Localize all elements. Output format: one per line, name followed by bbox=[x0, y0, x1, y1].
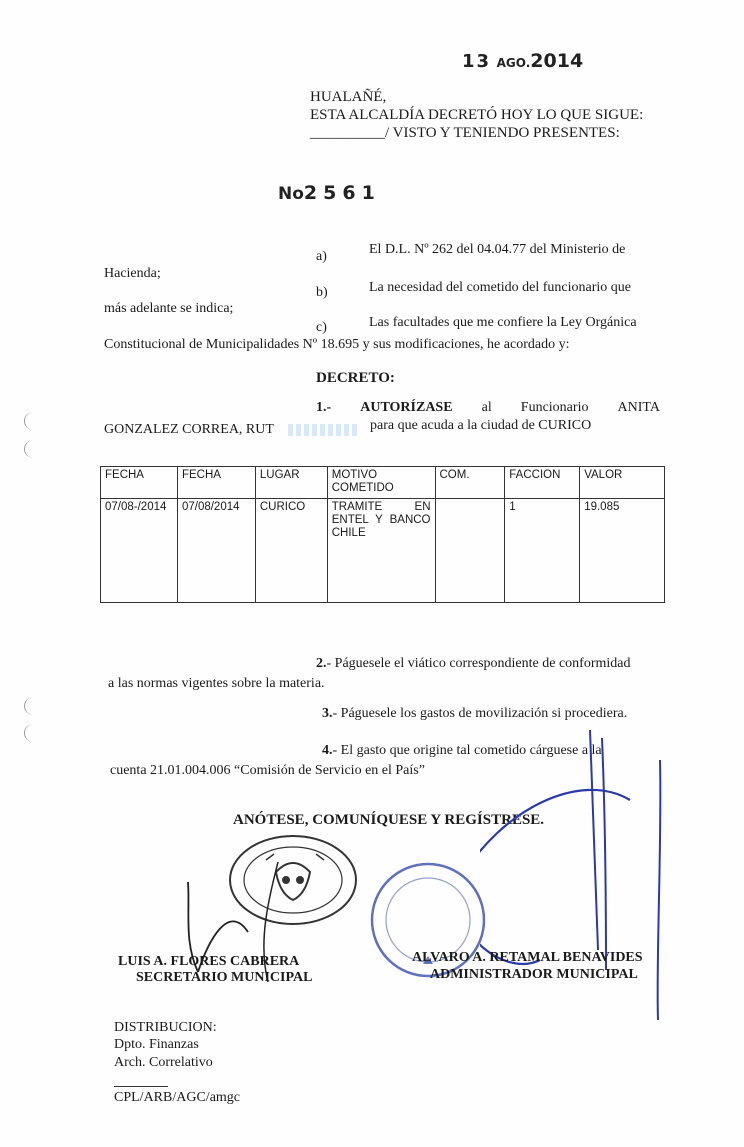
consideration-b-text: La necesidad del cometido del funcionario que bbox=[369, 280, 632, 295]
left-signatory-title: SECRETARIO MUNICIPAL bbox=[136, 970, 313, 985]
document-initials: CPL/ARB/AGC/amgc bbox=[114, 1090, 241, 1105]
consideration-c-text: Las facultades que me confiere la Ley Orgánica bbox=[369, 315, 637, 330]
date-stamp-month: AGO. bbox=[496, 56, 531, 70]
table-cell bbox=[435, 499, 505, 603]
item-2-cont: a las normas vigentes sobre la materia. bbox=[108, 676, 325, 691]
consideration-a-cont: Hacienda; bbox=[104, 266, 161, 281]
handwritten-signature bbox=[480, 720, 700, 1060]
punch-hole-mark bbox=[24, 697, 43, 715]
item-2-line bbox=[316, 656, 631, 672]
left-signatory-name: LUIS A. FLORES CABRERA bbox=[118, 954, 300, 969]
item-2-text: - Páguesele el viático correspondiente de conformidad bbox=[326, 656, 631, 671]
table-cell: CURICO bbox=[255, 499, 327, 603]
table-cell: 19.085 bbox=[580, 499, 665, 603]
consideration-b-cont: más adelante se indica; bbox=[104, 301, 234, 316]
item-2-number: 2. bbox=[316, 656, 327, 671]
decreto-heading: DECRETO: bbox=[316, 370, 395, 386]
consideration-a-text: El D.L. Nº 262 del 04.04.77 del Ministerio de bbox=[369, 242, 626, 257]
date-stamp-year: 2014 bbox=[530, 50, 584, 72]
header-blank-line: __________ bbox=[310, 125, 385, 141]
item-1-destination: para que acuda a la ciudad de CURICO bbox=[370, 418, 592, 433]
date-stamp-day: 13 bbox=[462, 51, 492, 72]
item-1-line bbox=[316, 400, 660, 416]
table-header-row bbox=[101, 467, 665, 499]
distribution-heading: DISTRIBUCION: bbox=[114, 1020, 217, 1035]
right-signatory-title: ADMINISTRADOR MUNICIPAL bbox=[430, 967, 638, 982]
rut-redaction bbox=[288, 424, 360, 436]
table-header-cell: FECHA bbox=[101, 467, 178, 499]
item-4-text: - El gasto que origine tal cometido cárguese a la bbox=[332, 743, 602, 758]
item-1-word-funcionario: Funcionario bbox=[520, 400, 589, 415]
table-cell: 07/08/2014 bbox=[177, 499, 255, 603]
item-3-text: - Páguesele los gastos de movilización si procediera. bbox=[332, 706, 628, 721]
table-header-cell: LUGAR bbox=[255, 467, 327, 499]
table-header-cell: COM. bbox=[435, 467, 505, 499]
table-header-cell: MOTIVO COMETIDO bbox=[327, 467, 435, 499]
distribution-item: Dpto. Finanzas bbox=[114, 1037, 199, 1052]
header-visto bbox=[310, 125, 620, 142]
table-cell: 1 bbox=[505, 499, 580, 603]
item-3-number: 3. bbox=[322, 706, 333, 721]
punch-hole-mark bbox=[24, 440, 43, 458]
item-4-cont: cuenta 21.01.004.006 “Comisión de Servicio en el País” bbox=[110, 763, 425, 778]
initials-rule bbox=[114, 1086, 168, 1087]
decree-number-stamp bbox=[278, 182, 381, 204]
punch-hole-mark bbox=[24, 412, 43, 430]
item-4-number: 4. bbox=[322, 743, 333, 758]
commission-table bbox=[100, 466, 665, 603]
distribution-item: Arch. Correlativo bbox=[114, 1055, 213, 1070]
item-1-name-start: GONZALEZ CORREA, RUT bbox=[104, 422, 274, 437]
date-stamp bbox=[462, 50, 583, 72]
header-visto-text: / VISTO Y TENIENDO PRESENTES: bbox=[385, 125, 620, 141]
punch-hole-mark bbox=[24, 724, 43, 742]
consideration-c-cont: Constitucional de Municipalidades Nº 18.695 y sus modificaciones, he acordado y: bbox=[104, 337, 570, 352]
item-1-first-name: ANITA bbox=[617, 400, 660, 415]
decree-number-digits: 2561 bbox=[303, 182, 381, 204]
table-cell: TRAMITE EN ENTEL Y BANCO CHILE bbox=[327, 499, 435, 603]
header-statement: ESTA ALCALDÍA DECRETÓ HOY LO QUE SIGUE: bbox=[310, 107, 644, 123]
item-1-keyword: AUTORÍZASE bbox=[360, 400, 453, 415]
closing-statement: ANÓTESE, COMUNÍQUESE Y REGÍSTRESE. bbox=[233, 812, 545, 828]
table-header-cell: VALOR bbox=[580, 467, 665, 499]
consideration-b-letter: b) bbox=[316, 285, 328, 300]
item-1-word-al: al bbox=[481, 400, 492, 415]
table-header-cell: FECHA bbox=[177, 467, 255, 499]
right-signatory-name: ALVARO A. RETAMAL BENAVIDES bbox=[412, 950, 643, 965]
header-place: HUALAÑÉ, bbox=[310, 89, 387, 105]
item-1-number: 1.- bbox=[316, 400, 332, 415]
decree-number-prefix: No bbox=[278, 184, 304, 204]
table-cell: 07/08-/2014 bbox=[101, 499, 178, 603]
table-row bbox=[101, 499, 665, 603]
table-header-cell: FACCION bbox=[505, 467, 580, 499]
consideration-a-letter: a) bbox=[316, 249, 327, 264]
consideration-c-letter: c) bbox=[316, 320, 327, 335]
